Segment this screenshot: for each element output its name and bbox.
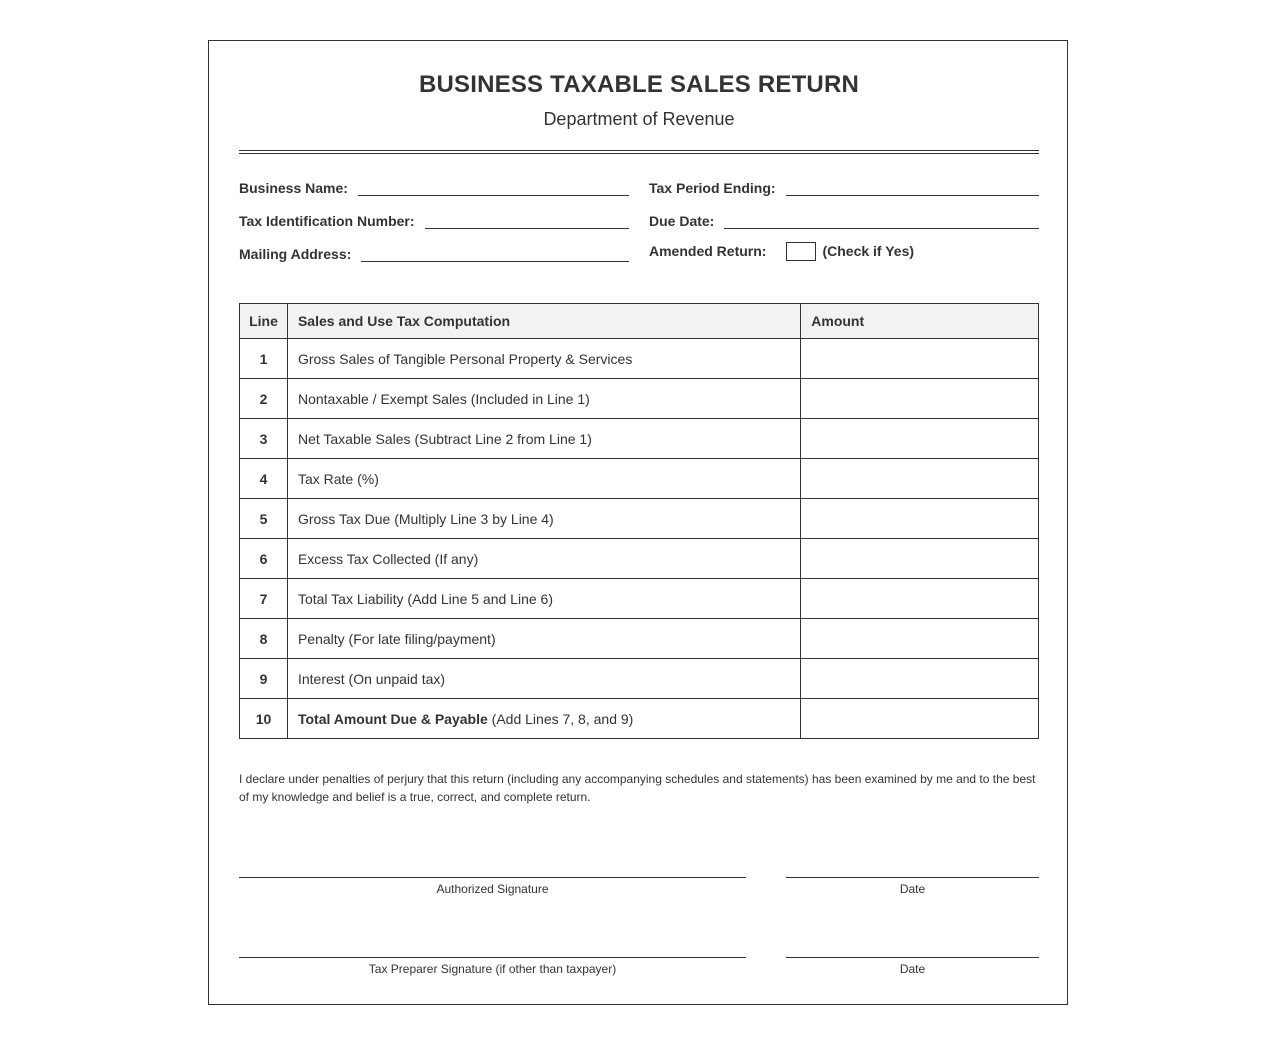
table-row [240, 579, 1039, 619]
preparer-signature-label: Tax Preparer Signature (if other than taxpayer) [368, 962, 617, 976]
amount-cell[interactable] [801, 699, 1039, 739]
tax-period-ending-field [649, 176, 1039, 196]
table-row [240, 659, 1039, 699]
date-label-1: Date [899, 882, 926, 896]
amended-return-label: Amended Return: [649, 243, 767, 259]
line-number: 6 [240, 539, 288, 579]
date-line-2[interactable] [786, 957, 1039, 958]
line-description: Gross Tax Due (Multiply Line 3 by Line 4) [287, 499, 800, 539]
total-due-note: (Add Lines 7, 8, and 9) [487, 710, 634, 727]
amount-cell[interactable] [801, 459, 1039, 499]
mailing-address-field [239, 242, 629, 262]
authorized-signature-line[interactable] [239, 877, 746, 878]
line-number: 7 [240, 579, 288, 619]
header-description: Sales and Use Tax Computation [287, 304, 800, 339]
line-number: 9 [240, 659, 288, 699]
tax-id-field [239, 209, 629, 229]
amount-cell[interactable] [801, 579, 1039, 619]
amount-cell[interactable] [801, 339, 1039, 379]
line-description: Gross Sales of Tangible Personal Property & Services [287, 339, 800, 379]
amount-cell[interactable] [801, 499, 1039, 539]
tax-id-label: Tax Identification Number: [239, 213, 415, 229]
amount-cell[interactable] [801, 619, 1039, 659]
line-description: Penalty (For late filing/payment) [287, 619, 800, 659]
table-row [240, 699, 1039, 739]
total-due-label: Total Amount Due & Payable [297, 710, 488, 727]
line-number: 5 [240, 499, 288, 539]
line-description [287, 699, 800, 739]
due-date-input[interactable] [724, 212, 1039, 229]
line-description: Interest (On unpaid tax) [287, 659, 800, 699]
header-divider-top [239, 150, 1039, 151]
table-row [240, 379, 1039, 419]
perjury-declaration: I declare under penalties of perjury that this return (including any accompanying schedules and statements) has been examined by me and to the best of my knowledge and belief is a true, correct, and complete return. [239, 772, 1036, 804]
due-date-label: Due Date: [649, 213, 715, 229]
line-number: 4 [240, 459, 288, 499]
business-name-label: Business Name: [239, 180, 348, 196]
tax-id-input[interactable] [425, 212, 629, 229]
table-row [240, 539, 1039, 579]
table-row [240, 619, 1039, 659]
header-amount: Amount [801, 304, 1039, 339]
mailing-address-label: Mailing Address: [239, 246, 352, 262]
form-page [208, 40, 1068, 1005]
line-number: 10 [240, 699, 288, 739]
line-number: 3 [240, 419, 288, 459]
amended-return-note: (Check if Yes) [822, 243, 915, 259]
business-name-field [239, 176, 629, 196]
amended-return-checkbox[interactable] [786, 242, 816, 261]
amount-cell[interactable] [801, 539, 1039, 579]
header-divider-bottom [239, 153, 1039, 154]
mailing-address-input[interactable] [361, 245, 629, 262]
line-number: 1 [240, 339, 288, 379]
line-description: Excess Tax Collected (If any) [287, 539, 800, 579]
table-row [240, 339, 1039, 379]
date-line-1[interactable] [786, 877, 1039, 878]
amount-cell[interactable] [801, 379, 1039, 419]
form-title: BUSINESS TAXABLE SALES RETURN [418, 71, 860, 98]
line-description: Tax Rate (%) [287, 459, 800, 499]
tax-period-ending-label: Tax Period Ending: [649, 180, 776, 196]
table-row [240, 419, 1039, 459]
tax-computation-table [239, 303, 1039, 739]
table-header-row [240, 304, 1039, 339]
table-row [240, 499, 1039, 539]
line-description: Net Taxable Sales (Subtract Line 2 from Line 1) [287, 419, 800, 459]
header-line: Line [240, 304, 288, 339]
line-number: 2 [240, 379, 288, 419]
tax-period-ending-input[interactable] [786, 179, 1039, 196]
line-description: Total Tax Liability (Add Line 5 and Line 6) [287, 579, 800, 619]
form-subtitle: Department of Revenue [543, 109, 735, 129]
line-description: Nontaxable / Exempt Sales (Included in Line 1) [287, 379, 800, 419]
date-label-2: Date [899, 962, 926, 976]
business-name-input[interactable] [358, 179, 629, 196]
amended-return-field [649, 240, 914, 262]
amount-cell[interactable] [801, 659, 1039, 699]
line-number: 8 [240, 619, 288, 659]
amount-cell[interactable] [801, 419, 1039, 459]
due-date-field [649, 209, 1039, 229]
table-row [240, 459, 1039, 499]
preparer-signature-line[interactable] [239, 957, 746, 958]
authorized-signature-label: Authorized Signature [436, 882, 549, 896]
